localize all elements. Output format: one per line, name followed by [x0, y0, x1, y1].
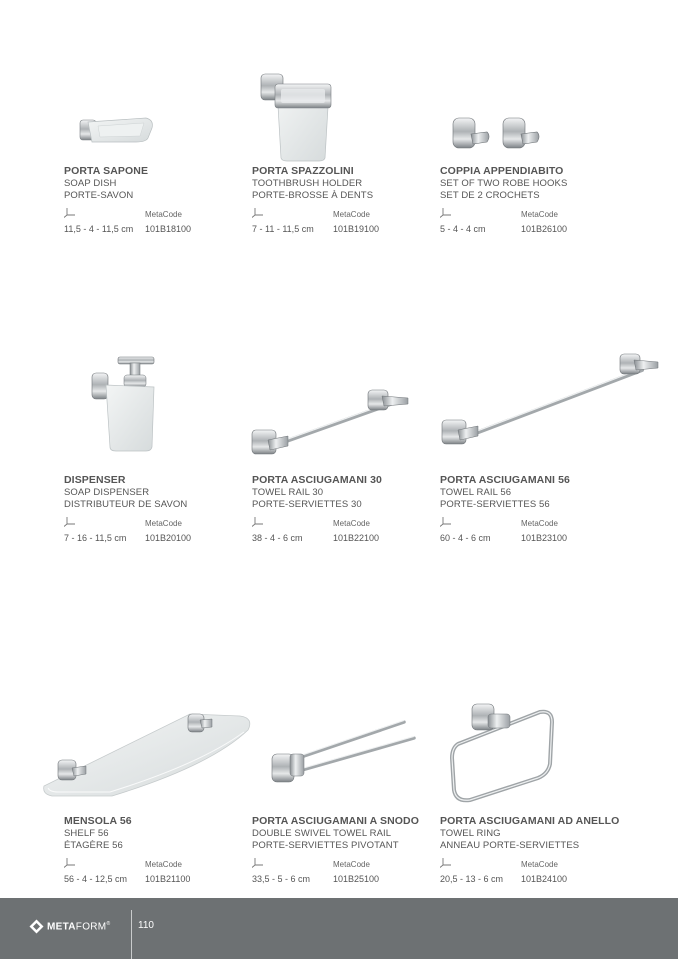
swivel-towel-rail-image — [268, 714, 420, 790]
dimensions-icon — [252, 858, 264, 868]
product-name-en: TOWEL RING — [440, 827, 501, 839]
towel-rail-30-image — [248, 384, 414, 460]
diamond-logo-icon — [29, 919, 44, 934]
soap-dispenser-image — [88, 355, 160, 455]
product-card — [252, 815, 432, 886]
product-name: MENSOLA 56 — [64, 815, 132, 827]
dimensions-icon — [252, 208, 264, 218]
product-dimensions: 11,5 - 4 - 11,5 cm — [64, 223, 134, 234]
dimensions-icon — [440, 208, 452, 218]
product-name: PORTA ASCIUGAMANI A SNODO — [252, 815, 419, 827]
page-footer — [0, 898, 678, 959]
product-code: 101B24100 — [521, 873, 568, 884]
product-name: PORTA ASCIUGAMANI 56 — [440, 474, 570, 486]
product-card — [64, 165, 244, 236]
product-name-fr: PORTE-SERVIETTES 30 — [252, 499, 362, 510]
product-name: PORTA SPAZZOLINI — [252, 165, 354, 177]
dimensions-icon — [252, 517, 264, 527]
dimensions-icon — [64, 858, 76, 868]
product-dimensions: 33,5 - 5 - 6 cm — [252, 873, 311, 884]
dimensions-icon — [64, 517, 76, 527]
product-name-en: SET OF TWO ROBE HOOKS — [440, 177, 568, 189]
dimensions-icon — [440, 517, 452, 527]
metacode-label: MetaCode — [145, 859, 182, 869]
product-name-fr: SET DE 2 CROCHETS — [440, 190, 540, 201]
product-code: 101B19100 — [333, 223, 380, 234]
metacode-label: MetaCode — [333, 518, 370, 528]
robe-hooks-image — [449, 112, 549, 154]
product-card — [252, 474, 432, 545]
brand-name: METAFORM® — [47, 921, 111, 933]
product-dimensions: 7 - 11 - 11,5 cm — [252, 223, 314, 234]
product-name: PORTA ASCIUGAMANI 30 — [252, 474, 382, 486]
product-code: 101B22100 — [333, 532, 380, 543]
product-name-fr: PORTE-BROSSE À DENTS — [252, 190, 374, 201]
product-name-en: TOWEL RAIL 30 — [252, 486, 324, 498]
product-code: 101B21100 — [145, 873, 191, 884]
product-name: DISPENSER — [64, 474, 126, 486]
product-card — [440, 474, 620, 545]
product-dimensions: 20,5 - 13 - 6 cm — [440, 873, 504, 884]
product-code: 101B26100 — [521, 223, 568, 234]
product-name-fr: ÉTAGÈRE 56 — [64, 840, 123, 851]
product-name: PORTA ASCIUGAMANI AD ANELLO — [440, 815, 620, 827]
product-name: COPPIA APPENDIABITO — [440, 165, 564, 177]
product-code: 101B25100 — [333, 873, 380, 884]
product-name-en: TOOTHBRUSH HOLDER — [252, 177, 363, 189]
footer-divider — [131, 910, 132, 959]
product-name-fr: ANNEAU PORTE-SERVIETTES — [440, 840, 580, 851]
metacode-label: MetaCode — [333, 859, 370, 869]
product-name-en: SOAP DISPENSER — [64, 486, 150, 498]
product-code: 101B23100 — [521, 532, 568, 543]
product-code: 101B18100 — [145, 223, 192, 234]
product-card — [252, 165, 432, 236]
metacode-label: MetaCode — [145, 518, 182, 528]
product-card — [440, 815, 620, 886]
product-name-en: SOAP DISH — [64, 177, 117, 189]
product-name-fr: PORTE-SERVIETTES PIVOTANT — [252, 840, 399, 851]
product-name-en: TOWEL RAIL 56 — [440, 486, 512, 498]
product-dimensions: 7 - 16 - 11,5 cm — [64, 532, 127, 543]
product-code: 101B20100 — [145, 532, 192, 543]
towel-ring-image — [448, 700, 556, 804]
product-card — [64, 474, 244, 545]
product-name-fr: PORTE-SERVIETTES 56 — [440, 499, 550, 510]
product-dimensions: 5 - 4 - 4 cm — [440, 223, 486, 234]
metacode-label: MetaCode — [333, 209, 370, 219]
shelf-image — [40, 710, 256, 802]
metacode-label: MetaCode — [145, 209, 182, 219]
product-card — [64, 815, 244, 886]
product-card — [440, 165, 620, 236]
dimensions-icon — [64, 208, 76, 218]
product-dimensions: 60 - 4 - 6 cm — [440, 532, 491, 543]
product-name-fr: DISTRIBUTEUR DE SAVON — [64, 499, 188, 510]
product-name-en: SHELF 56 — [64, 827, 109, 839]
product-dimensions: 56 - 4 - 12,5 cm — [64, 873, 128, 884]
dimensions-icon — [440, 858, 452, 868]
soap-dish-image — [76, 112, 156, 152]
metacode-label: MetaCode — [521, 518, 558, 528]
product-name-en: DOUBLE SWIVEL TOWEL RAIL — [252, 827, 392, 839]
product-dimensions: 38 - 4 - 6 cm — [252, 532, 303, 543]
product-name-fr: PORTE-SAVON — [64, 190, 134, 201]
toothbrush-holder-image — [255, 72, 335, 164]
product-name: PORTA SAPONE — [64, 165, 149, 177]
page-number: 110 — [138, 920, 154, 931]
metacode-label: MetaCode — [521, 859, 558, 869]
towel-rail-56-image — [438, 350, 662, 450]
metacode-label: MetaCode — [521, 209, 558, 219]
